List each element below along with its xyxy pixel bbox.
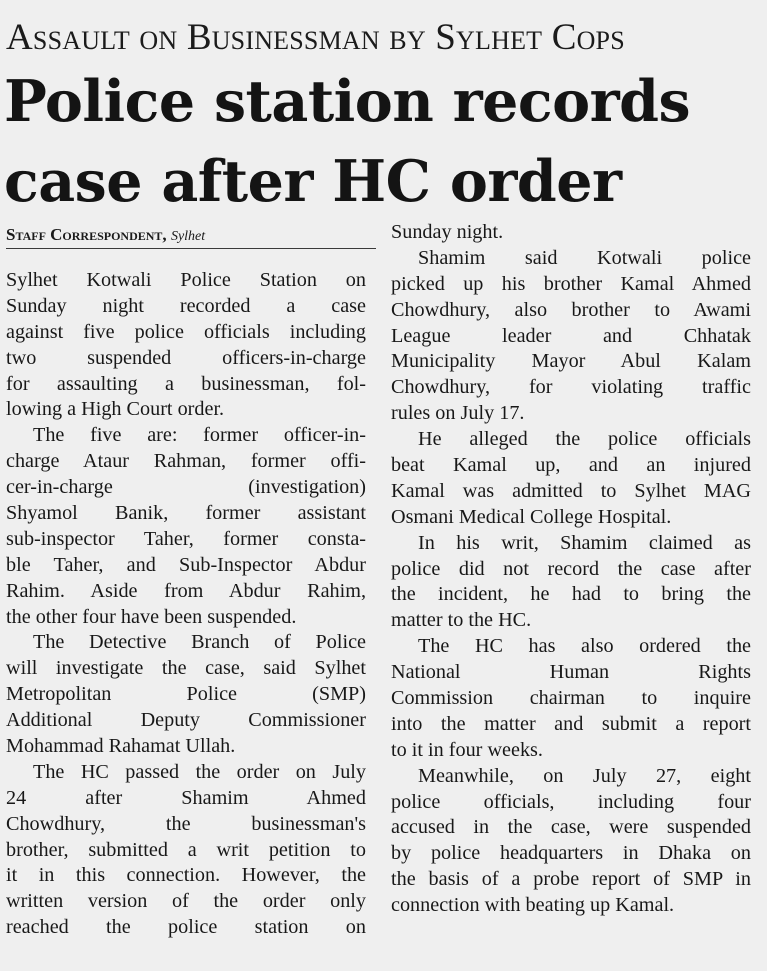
body-text-line: the other four have been suspended. xyxy=(6,605,297,628)
body-text-line: Municipality Mayor Abul Kalam xyxy=(391,350,751,373)
body-text-line: Sylhet Kotwali Police Station on xyxy=(6,269,366,291)
body-text-line: Shyamol Banik, former assistant xyxy=(6,502,366,525)
body-text-line: Kamal was admitted to Sylhet MAG xyxy=(391,479,751,502)
article-headline xyxy=(4,62,764,222)
body-text-line: connection with beating up Kamal. xyxy=(391,894,675,917)
body-text-line: for assaulting a businessman, fol- xyxy=(6,372,366,395)
body-text-line: the incident, he had to bring the xyxy=(391,583,751,606)
body-text-line: Osmani Medical College Hospital. xyxy=(391,505,672,528)
body-text-line: The HC passed the order on July xyxy=(33,760,366,783)
body-text-line: Chowdhury, for violating traffic xyxy=(391,376,751,399)
body-text-line: League leader and Chhatak xyxy=(391,324,751,347)
body-text-line: sub-inspector Taher, former consta- xyxy=(6,527,366,550)
body-text-line: Rahim. Aside from Abdur Rahim, xyxy=(6,579,366,602)
body-text-line: brother, submitted a writ petition to xyxy=(6,838,366,861)
article-body-left-column xyxy=(6,268,366,941)
body-text-line: police did not record the case after xyxy=(391,557,751,580)
body-text-line: Chowdhury, the businessman's xyxy=(6,812,366,835)
body-text-line: Shamim said Kotwali police xyxy=(418,246,751,269)
byline-divider xyxy=(6,248,376,249)
body-text-line: beat Kamal up, and an injured xyxy=(391,454,751,477)
article-kicker: Assault on Businessman by Sylhet Cops xyxy=(6,17,625,58)
body-text-line: Additional Deputy Commissioner xyxy=(6,709,366,732)
body-text-line: the basis of a probe report of SMP in xyxy=(391,868,751,891)
body-text-line: accused in the case, were suspended xyxy=(391,816,751,839)
body-text-line: picked up his brother Kamal Ahmed xyxy=(391,272,751,295)
body-text-line: rules on July 17. xyxy=(391,402,525,425)
body-text-line: two suspended officers-in-charge xyxy=(6,346,366,369)
body-text-line: against five police officials including xyxy=(6,320,366,343)
body-text-line: lowing a High Court order. xyxy=(6,398,225,421)
byline-location: Sylhet xyxy=(170,229,206,244)
body-text-line: The five are: former officer-in- xyxy=(33,424,366,447)
body-text-line: 24 after Shamim Ahmed xyxy=(6,786,366,809)
headline-line: Police station records xyxy=(4,68,691,135)
body-text-line: Mohammad Rahamat Ullah. xyxy=(6,735,236,758)
body-text-line: it in this connection. However, the xyxy=(6,864,366,887)
body-text-line: Chowdhury, also brother to Awami xyxy=(391,298,751,321)
headline-line: case after HC order xyxy=(4,148,622,215)
body-text-line: will investigate the case, said Sylhet xyxy=(6,657,366,680)
body-text-line: written version of the order only xyxy=(6,890,366,913)
body-text-line: reached the police station on xyxy=(6,916,366,939)
body-text-line: Metropolitan Police (SMP) xyxy=(6,683,366,706)
body-text-line: He alleged the police officials xyxy=(418,428,751,451)
body-text-line: to it in four weeks. xyxy=(391,738,543,761)
body-text-line: The HC has also ordered the xyxy=(418,635,751,658)
body-text-line: ble Taher, and Sub-Inspector Abdur xyxy=(6,553,366,576)
body-text-line: by police headquarters in Dhaka on xyxy=(391,842,751,865)
body-text-line: The Detective Branch of Police xyxy=(33,631,366,654)
byline-reporter: Staff Correspondent, xyxy=(6,225,167,244)
byline xyxy=(6,224,205,248)
body-text-line: charge Ataur Rahman, former offi- xyxy=(6,450,366,473)
body-text-line: Sunday night recorded a case xyxy=(6,294,366,317)
body-text-line: into the matter and submit a report xyxy=(391,712,751,735)
body-text-line: Commission chairman to inquire xyxy=(391,687,751,710)
body-text-line: police officials, including four xyxy=(391,790,751,813)
body-text-line: cer-in-charge (investigation) xyxy=(6,476,366,499)
body-text-line: Meanwhile, on July 27, eight xyxy=(418,764,751,787)
body-text-line: In his writ, Shamim claimed as xyxy=(418,531,751,554)
body-text-line: matter to the HC. xyxy=(391,609,532,632)
body-text-line: National Human Rights xyxy=(391,661,751,684)
article-body-right-column xyxy=(391,220,751,919)
body-text-line: Sunday night. xyxy=(391,221,504,243)
